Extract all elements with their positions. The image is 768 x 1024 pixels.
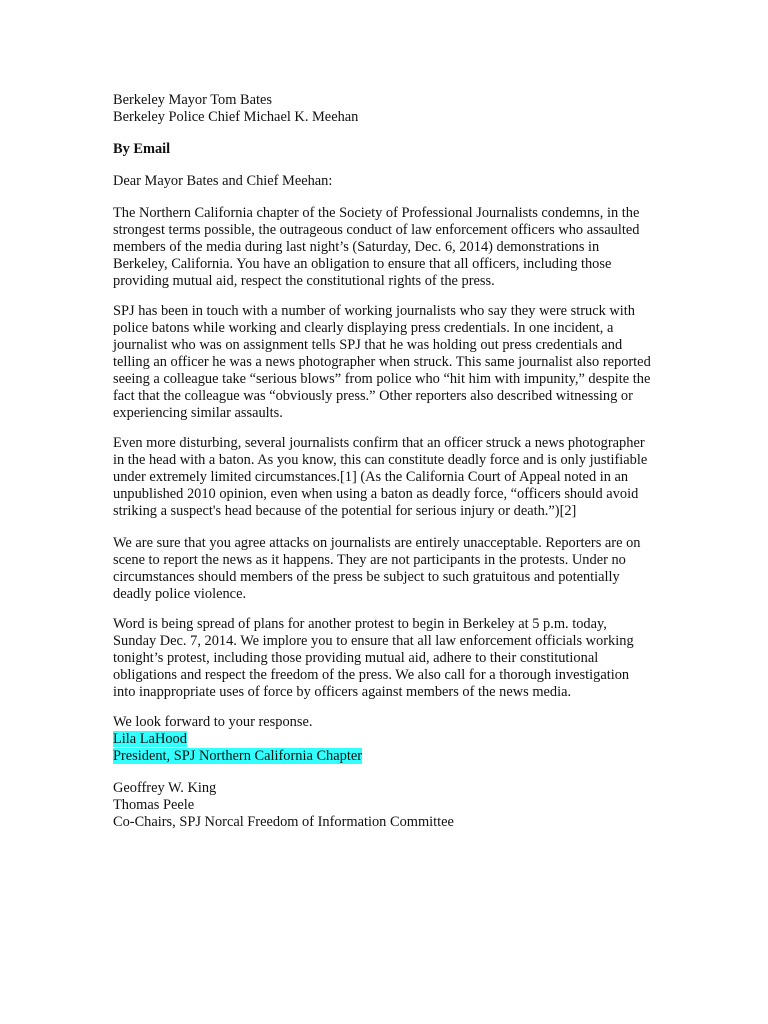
paragraph-unacceptable [113,535,653,603]
text-line: police batons while working and clearly displaying press credentials. In one incident, a [113,320,614,336]
text-line: unpublished 2010 opinion, even when using a baton as deadly force, “officers should avoid [113,486,639,502]
cochair-name: Thomas Peele [113,797,195,813]
signature-block [113,714,653,765]
text-line: in the head with a baton. As you know, this can constitute deadly force and is only justifiable [113,452,648,468]
text-line: Word is being spread of plans for another protest to begin in Berkeley at 5 p.m. today, [113,616,607,632]
cochairs-title: Co-Chairs, SPJ Norcal Freedom of Information Committee [113,814,454,830]
text-line: Berkeley, California. You have an obligation to ensure that all officers, including those [113,256,612,272]
cochair-name: Geoffrey W. King [113,780,217,796]
paragraph-next-protest [113,616,653,701]
text-line: circumstances should members of the press be subject to such gratuitous and potentially [113,569,620,585]
text-line: obligations and respect the freedom of the press. We also call for a thorough investigation [113,667,630,683]
text-line: seeing a colleague take “serious blows” from police who “hit him with impunity,” despite the [113,371,651,387]
text-line: striking a suspect's head because of the potential for serious injury or death.”)[2] [113,503,577,519]
signer-title: President, SPJ Northern California Chapter [113,748,362,764]
recipient-block [113,92,653,126]
text-line: providing mutual aid, respect the constitutional rights of the press. [113,273,495,289]
text-line: We are sure that you agree attacks on journalists are entirely unacceptable. Reporters are on [113,535,641,551]
text-line: experiencing similar assaults. [113,405,283,421]
text-line: Even more disturbing, several journalists confirm that an officer struck a news photographer [113,435,645,451]
text-line: deadly police violence. [113,586,247,602]
text-line: journalist who was on assignment tells SPJ that he was holding out press credentials and [113,337,623,353]
signer-name: Lila LaHood [113,731,187,747]
delivery-method: By Email [113,141,171,157]
paragraph-incidents [113,303,653,422]
recipient-mayor: Berkeley Mayor Tom Bates [113,92,272,108]
salutation: Dear Mayor Bates and Chief Meehan: [113,173,333,189]
paragraph-condemnation [113,205,653,290]
closing-line: We look forward to your response. [113,714,313,730]
text-line: tonight’s protest, including those providing mutual aid, adhere to their constitutional [113,650,599,666]
text-line: strongest terms possible, the outrageous conduct of law enforcement officers who assaulted [113,222,640,238]
text-line: fact that the colleague was “obviously press.” Other reporters also described witnessing or [113,388,633,404]
text-line: SPJ has been in touch with a number of working journalists who say they were struck with [113,303,635,319]
text-line: under extremely limited circumstances.[1] (As the California Court of Appeal noted in an [113,469,629,485]
letter-page [113,92,653,831]
recipient-police-chief: Berkeley Police Chief Michael K. Meehan [113,109,359,125]
text-line: members of the media during last night’s (Saturday, Dec. 6, 2014) demonstrations in [113,239,600,255]
text-line: telling an officer he was a news photographer when struck. This same journalist also reported [113,354,651,370]
text-line: The Northern California chapter of the Society of Professional Journalists condemns, in the [113,205,640,221]
text-line: Sunday Dec. 7, 2014. We implore you to ensure that all law enforcement officials working [113,633,634,649]
cochairs-block [113,780,653,831]
text-line: into inappropriate uses of force by officers against members of the news media. [113,684,572,700]
text-line: scene to report the news as it happens. They are not participants in the protests. Under no [113,552,626,568]
paragraph-deadly-force [113,435,653,520]
